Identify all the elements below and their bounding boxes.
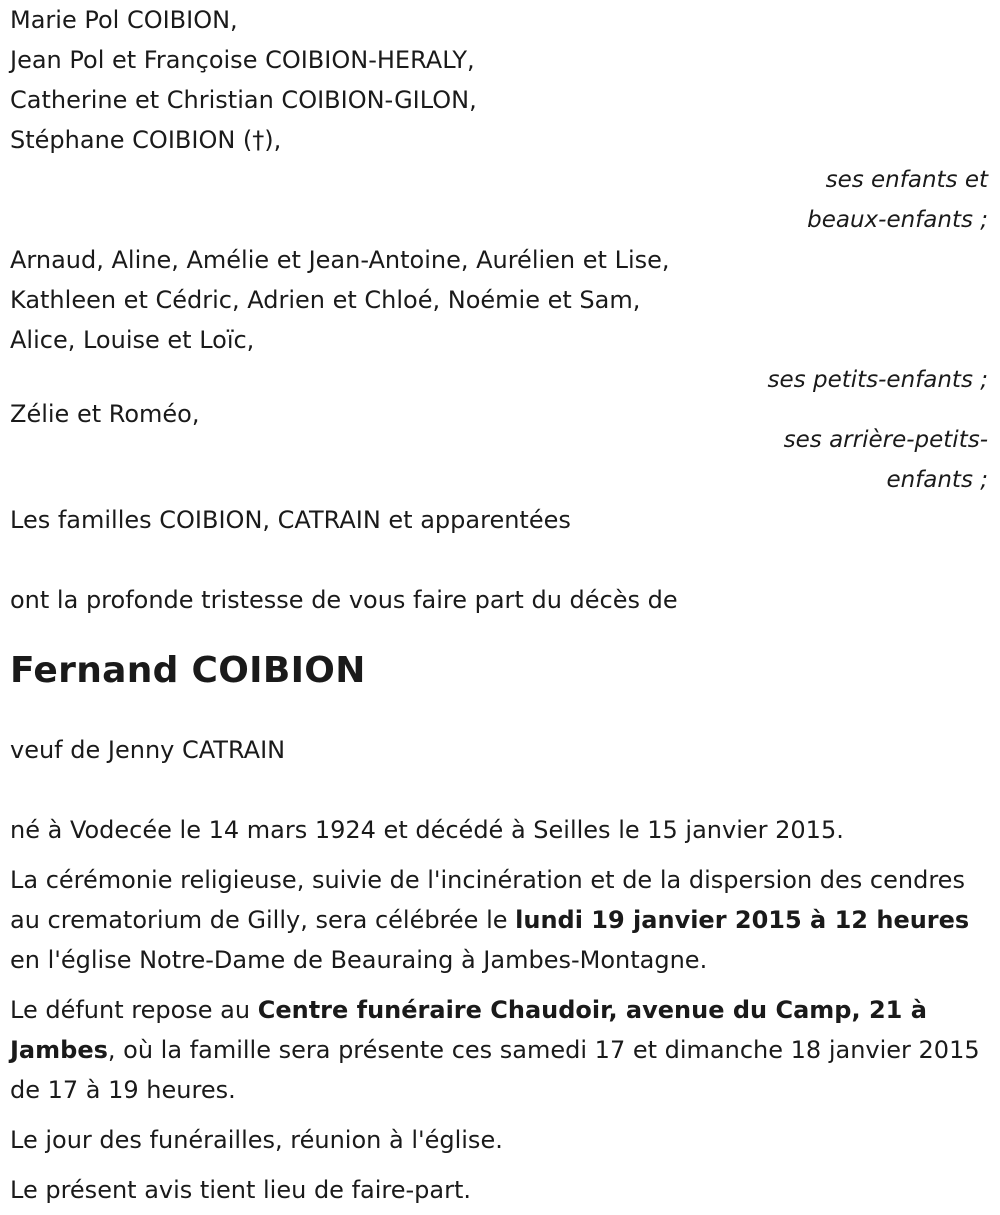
children-section: [10, 0, 990, 240]
repose-location: Centre funéraire Chaudoir, avenue du Camp, 21 à Jambes: [10, 996, 927, 1064]
families-line: Les familles COIBION, CATRAIN et apparentées: [10, 506, 571, 534]
birth-death-line: né à Vodecée le 14 mars 1924 et décédé à Seilles le 15 janvier 2015.: [10, 816, 844, 844]
child-line: Stéphane COIBION (†),: [10, 126, 282, 154]
deceased-name: Fernand COIBION: [10, 650, 366, 691]
repose-text: Le défunt repose au: [10, 996, 258, 1024]
great-grandchildren-role-cont: enfants ;: [886, 467, 988, 493]
great-grandchildren-section: [10, 394, 990, 500]
ceremony-paragraph: [10, 860, 990, 980]
ceremony-date: lundi 19 janvier 2015 à 12 heures: [515, 906, 970, 934]
repose-details: , où la famille sera présente ces samedi 17 et dimanche 18 janvier 2015 de 17 à 19 heures.: [10, 1036, 980, 1104]
child-line: Catherine et Christian COIBION-GILON,: [10, 86, 477, 114]
grandchild-line: Kathleen et Cédric, Adrien et Chloé, Noémie et Sam,: [10, 286, 641, 314]
widower-line: veuf de Jenny CATRAIN: [10, 736, 286, 764]
notice-line: Le présent avis tient lieu de faire-part.: [10, 1176, 472, 1204]
meeting-line: Le jour des funérailles, réunion à l'église.: [10, 1126, 503, 1154]
children-role-cont: beaux-enfants ;: [807, 207, 988, 233]
child-line: Marie Pol COIBION,: [10, 6, 238, 34]
children-role: ses enfants et: [825, 167, 988, 193]
announcement-line: ont la profonde tristesse de vous faire part du décès de: [10, 586, 678, 614]
child-line: Jean Pol et Françoise COIBION-HERALY,: [10, 46, 475, 74]
grandchildren-role: ses petits-enfants ;: [767, 367, 988, 393]
repose-paragraph: [10, 990, 990, 1110]
grandchild-line: Arnaud, Aline, Amélie et Jean-Antoine, Aurélien et Lise,: [10, 246, 670, 274]
grandchildren-section: [10, 240, 990, 400]
obituary-notice: [10, 0, 990, 1210]
ceremony-location: en l'église Notre-Dame de Beauraing à Jambes-Montagne.: [10, 946, 708, 974]
ceremony-text: La cérémonie religieuse, suivie de l'incinération et de la dispersion des cendres au crematorium de Gilly, sera célébrée le: [10, 866, 965, 934]
great-grandchildren-role: ses arrière-petits-: [783, 427, 988, 453]
grandchild-line: Alice, Louise et Loïc,: [10, 326, 255, 354]
great-grandchild-line: Zélie et Roméo,: [10, 400, 200, 428]
